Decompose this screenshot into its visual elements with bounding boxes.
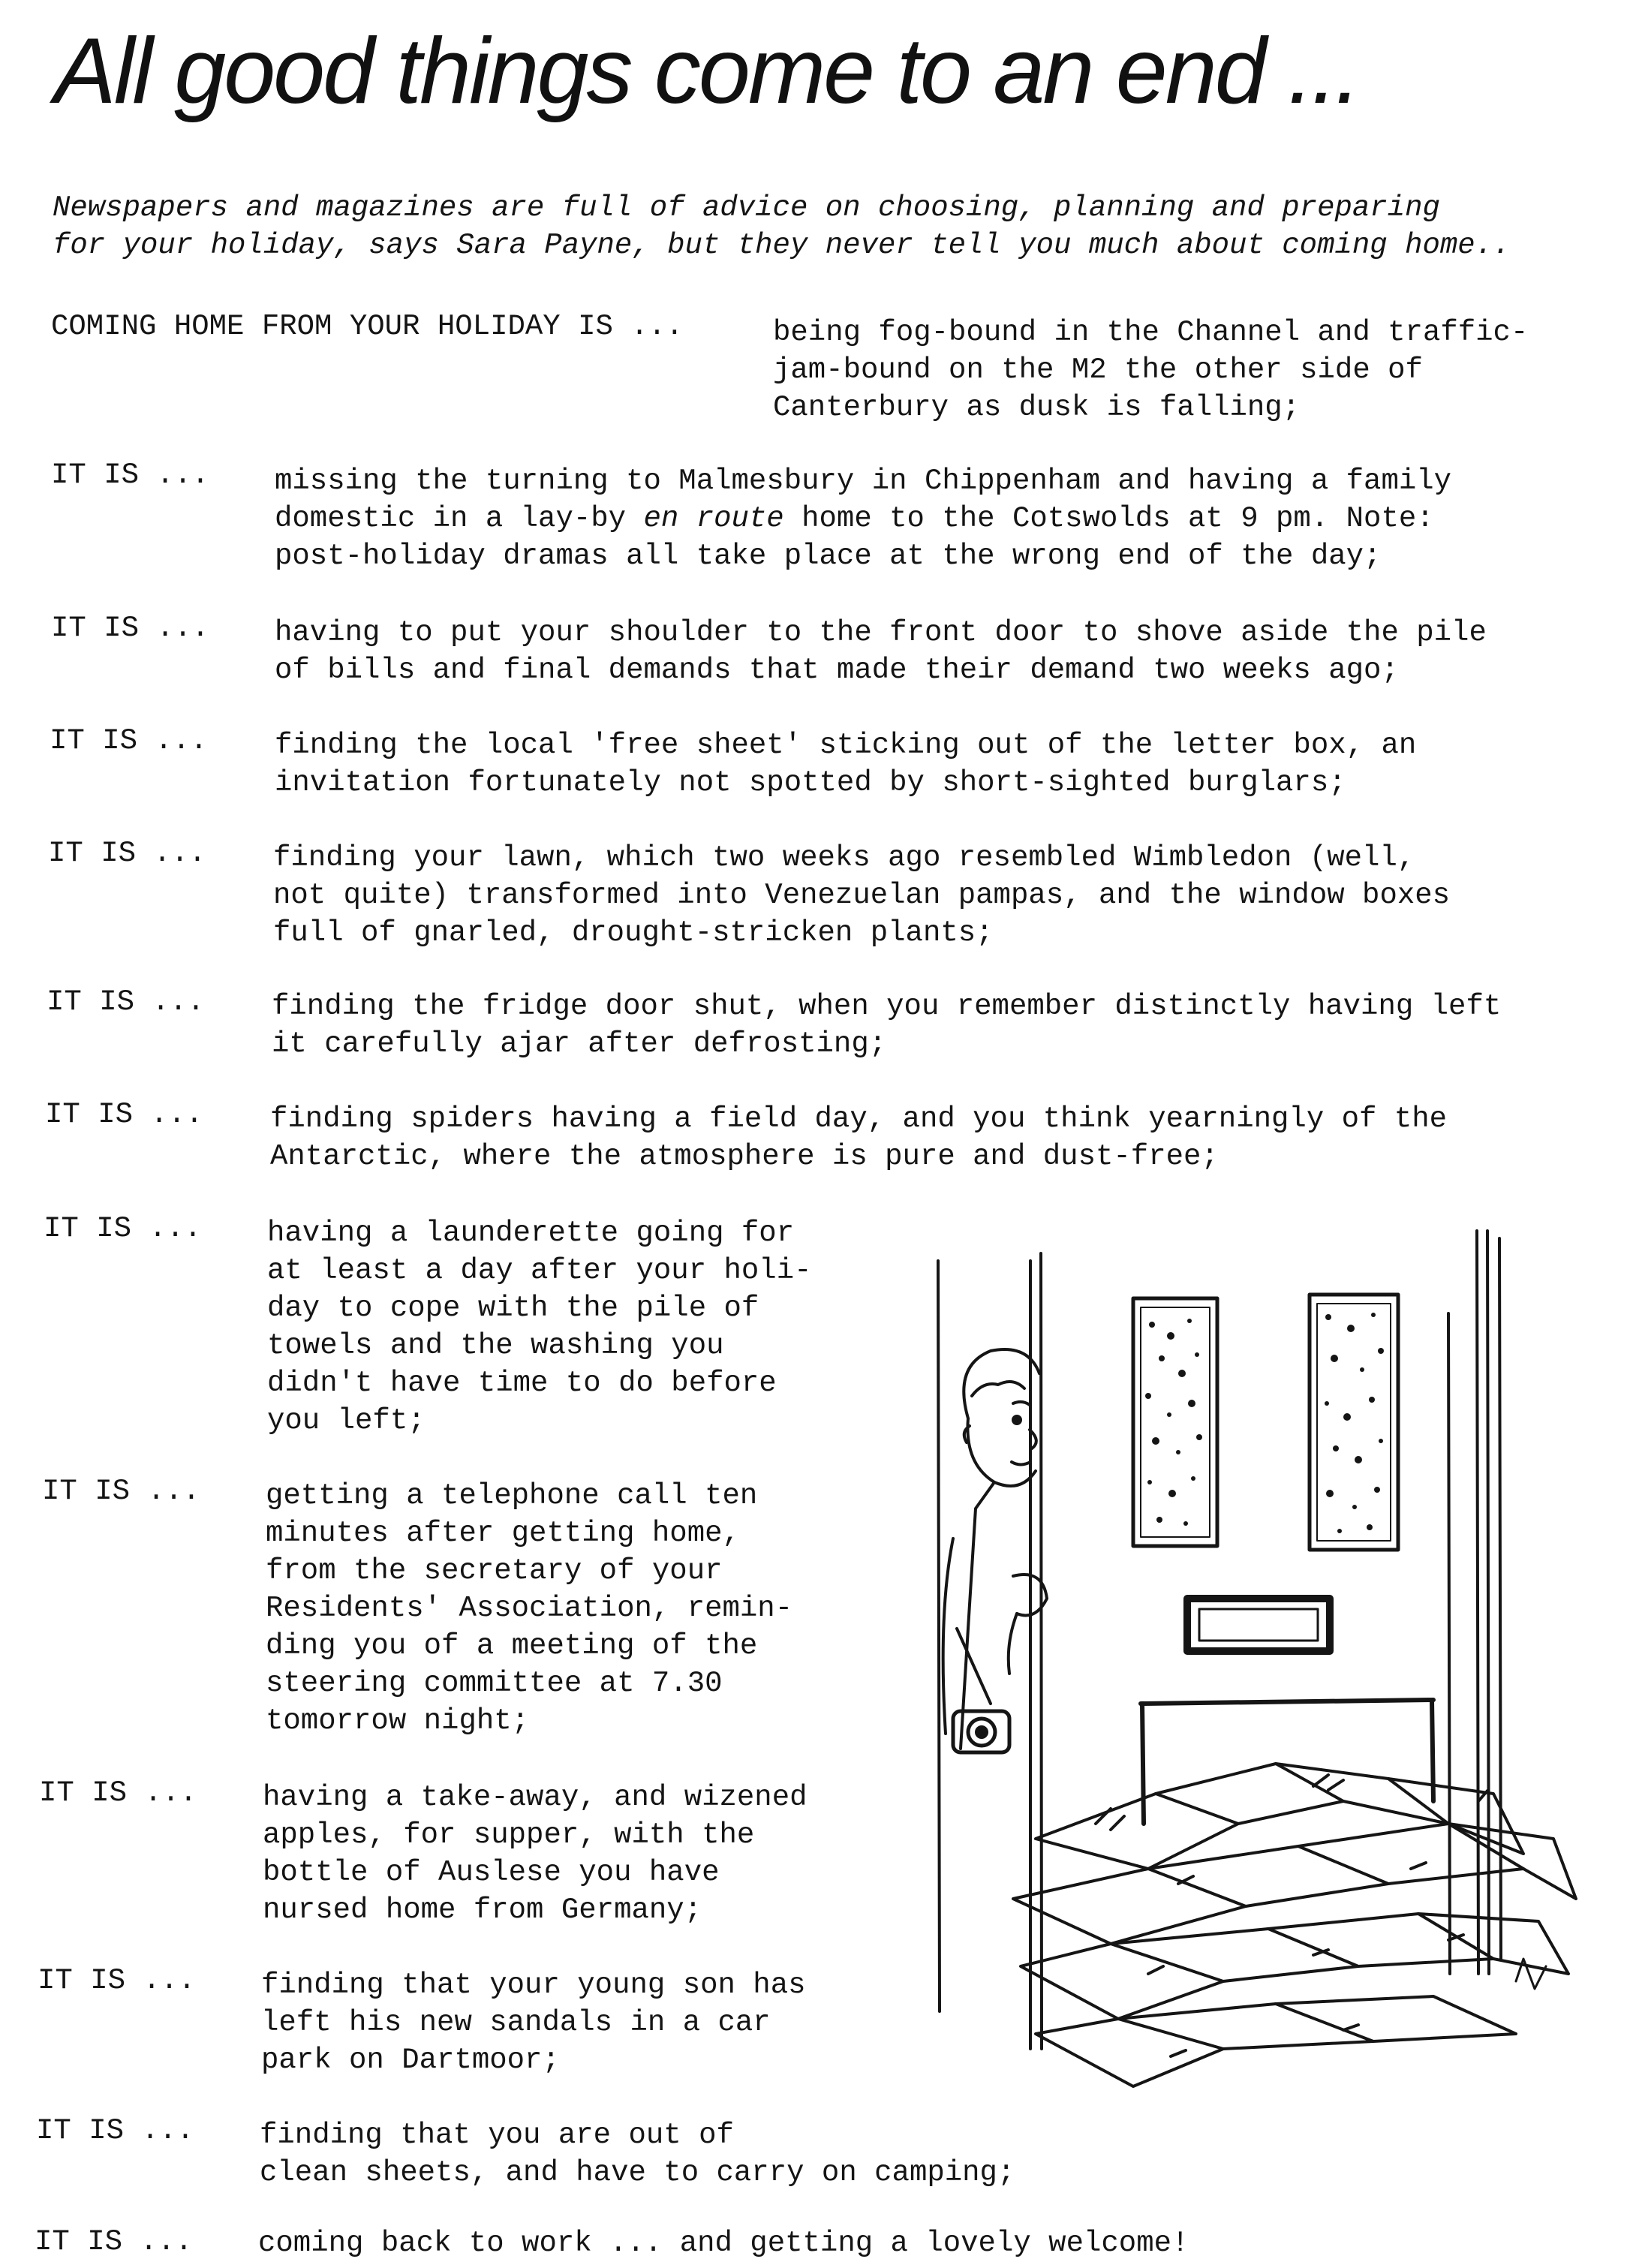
- entry-text: [258, 2224, 1189, 2262]
- entry-line: [275, 500, 1451, 537]
- entry-line: towels and the washing you: [267, 1329, 724, 1362]
- entry-line: ding you of a meeting of the: [266, 1629, 758, 1662]
- letterbox: [1187, 1599, 1330, 1651]
- entry-lead: COMING HOME FROM YOUR HOLIDAY IS ...: [51, 310, 684, 343]
- entry-line: from the secretary of your: [266, 1554, 723, 1587]
- entry-line: finding the local 'free sheet' sticking out of the letter box, an: [275, 729, 1417, 762]
- entry-line: post-holiday dramas all take place at the wrong end of the day;: [275, 540, 1382, 573]
- entry-line: having a launderette going for: [267, 1217, 795, 1250]
- entry-text: [270, 1100, 1447, 1175]
- entry-lead: IT IS ...: [39, 1776, 197, 1809]
- entry-lead: IT IS ...: [42, 1475, 200, 1508]
- entry-lead: IT IS ...: [35, 2225, 193, 2258]
- entry-text: [273, 839, 1450, 952]
- entry-lead: IT IS ...: [47, 985, 205, 1018]
- intro-line: for your holiday, says Sara Payne, but they never tell you much about coming home..: [53, 229, 1511, 262]
- entry-fragment: home to the Cotswolds at 9 pm. Note:: [801, 502, 1434, 535]
- entry-line: day to cope with the pile of: [267, 1292, 759, 1325]
- entry-line: you left;: [267, 1404, 426, 1437]
- entry-line: jam-bound on the M2 the other side of: [773, 353, 1423, 387]
- entry-line: minutes after getting home,: [266, 1517, 740, 1550]
- mail-pile: [1013, 1764, 1576, 2086]
- entry-line: full of gnarled, drought-stricken plants;: [273, 916, 994, 949]
- entry-text: [272, 988, 1501, 1063]
- entry-fragment-italic: en route: [643, 502, 784, 535]
- door-panel-right: [1310, 1295, 1398, 1550]
- entry-line: having to put your shoulder to the front door to shove aside the pile: [275, 616, 1487, 649]
- entry-text: [260, 2116, 1015, 2191]
- door-panel-left: [1133, 1298, 1217, 1546]
- entry-line: didn't have time to do before: [267, 1367, 777, 1400]
- entry-text: [275, 462, 1451, 575]
- entry-text: [266, 1477, 792, 1740]
- entry-line: it carefully ajar after defrosting;: [272, 1027, 887, 1060]
- entry-line: Antarctic, where the atmosphere is pure and dust-free;: [270, 1140, 1219, 1173]
- entry-line: of bills and final demands that made their demand two weeks ago;: [275, 654, 1399, 687]
- entry-line: Canterbury as dusk is falling;: [773, 391, 1301, 424]
- entry-lead: IT IS ...: [44, 1212, 202, 1245]
- entry-text: [275, 726, 1416, 802]
- entry-lead: IT IS ...: [51, 612, 209, 645]
- entry-line: bottle of Auslese you have: [263, 1856, 720, 1889]
- entry-lead: IT IS ...: [48, 837, 206, 870]
- entry-line: finding spiders having a field day, and you think yearningly of the: [270, 1102, 1448, 1136]
- entry-line: tomorrow night;: [266, 1704, 530, 1737]
- intro-line: Newspapers and magazines are full of advice on choosing, planning and preparing: [53, 191, 1440, 224]
- intro-paragraph: [53, 189, 1621, 264]
- entry-line: finding the fridge door shut, when you remember distinctly having left: [272, 990, 1502, 1023]
- entry-line: invitation fortunately not spotted by short-sighted burglars;: [275, 766, 1346, 799]
- entry-line: Residents' Association, remin-: [266, 1592, 793, 1625]
- entry-line: steering committee at 7.30: [266, 1667, 723, 1700]
- entry-lead: IT IS ...: [38, 1964, 196, 1997]
- entry-line: at least a day after your holi-: [267, 1254, 812, 1287]
- entry-lead: IT IS ...: [45, 1098, 203, 1131]
- entry-line: finding that your young son has: [261, 1969, 806, 2002]
- entry-text: [263, 1779, 807, 1929]
- entry-text: [261, 1966, 806, 2079]
- entry-lead: IT IS ...: [51, 459, 209, 492]
- entry-line: left his new sandals in a car: [261, 2006, 771, 2039]
- article-title: All good things come to an end ...: [54, 20, 1359, 123]
- entry-line: getting a telephone call ten: [266, 1479, 758, 1512]
- entry-line: being fog-bound in the Channel and traffic-: [773, 316, 1529, 349]
- entry-text: [773, 314, 1528, 426]
- entry-fragment: domestic in a lay-by: [275, 502, 627, 535]
- entry-line: nursed home from Germany;: [263, 1894, 702, 1927]
- entry-line: finding your lawn, which two weeks ago resembled Wimbledon (well,: [273, 841, 1415, 874]
- entry-line: having a take-away, and wizened: [263, 1781, 807, 1814]
- entry-lead: IT IS ...: [36, 2114, 194, 2147]
- entry-line: finding that you are out of: [260, 2119, 734, 2152]
- entry-lead: IT IS ...: [50, 724, 208, 757]
- entry-text: [275, 614, 1487, 689]
- entry-line: clean sheets, and have to carry on camping;: [260, 2156, 1015, 2189]
- entry-text: [267, 1214, 812, 1439]
- entry-line: park on Dartmoor;: [261, 2044, 560, 2077]
- entry-line: apples, for supper, with the: [263, 1818, 755, 1851]
- entry-line: missing the turning to Malmesbury in Chippenham and having a family: [275, 465, 1452, 498]
- entry-line: not quite) transformed into Venezuelan pampas, and the window boxes: [273, 879, 1451, 912]
- cartoon-illustration: [923, 1223, 1583, 2109]
- entry-line: coming back to work ... and getting a lovely welcome!: [258, 2227, 1189, 2260]
